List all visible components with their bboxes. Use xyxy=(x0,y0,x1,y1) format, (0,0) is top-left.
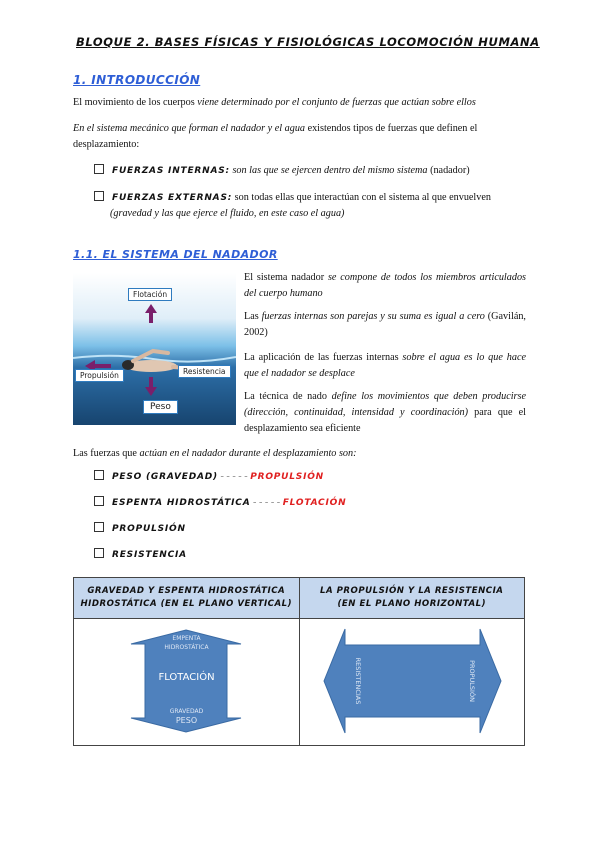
list-item-peso xyxy=(94,469,324,485)
label-flotacion: Flotación xyxy=(128,288,172,301)
section-heading-introduccion: 1. INTRODUCCIÓN xyxy=(73,73,201,87)
horizontal-double-arrow-diagram xyxy=(300,619,525,743)
label-hidrostatica: HIDROSTÁTICA xyxy=(164,644,209,651)
paragraph-sistema-mecanico xyxy=(73,121,533,153)
paragraph-sistema-nadador xyxy=(244,270,526,302)
text-italic: viene determinado por el conjunto de fuerzas que actúan sobre ellos xyxy=(197,97,476,108)
forces-table xyxy=(73,577,525,746)
text-italic: define los movimientos que deben producirse (dirección, continuidad, intensidad y coordinación) xyxy=(244,391,526,418)
text-italic: En el sistema mecánico que forman el nadador y el agua xyxy=(73,123,306,134)
section-heading-sistema-nadador: 1.1. EL SISTEMA DEL NADADOR xyxy=(73,248,278,261)
header-line: (EN EL PLANO HORIZONTAL) xyxy=(337,599,487,609)
list-item-espenta xyxy=(94,495,346,511)
text: (nadador) xyxy=(427,165,470,176)
dashes: - - - - - xyxy=(217,471,251,482)
checkbox[interactable] xyxy=(94,191,104,201)
text: Las xyxy=(244,311,262,322)
list-item-fuerzas-externas-cont xyxy=(110,206,530,222)
text: (Gavilán, 2002) xyxy=(244,311,526,338)
paragraph-fuerzas-nadador xyxy=(73,446,533,462)
text: Las fuerzas que xyxy=(73,448,140,459)
label-peso-diagram: PESO xyxy=(175,716,198,725)
label-peso: Peso xyxy=(143,400,178,414)
label-resistencias-vertical: RESISTENCIAS xyxy=(353,657,362,705)
label-propulsion-red: PROPULSIÓN xyxy=(250,472,325,482)
checkbox[interactable] xyxy=(94,522,104,532)
horizontal-diagram-cell xyxy=(299,619,525,746)
header-line: LA PROPULSIÓN Y LA RESISTENCIA xyxy=(320,586,504,596)
text-italic: son las que se ejercen dentro del mismo sistema xyxy=(229,165,428,176)
checkbox[interactable] xyxy=(94,164,104,174)
text-italic: se compone de todos los miembros articulados del cuerpo humano xyxy=(244,272,527,299)
checkbox[interactable] xyxy=(94,548,104,558)
paragraph-aplicacion xyxy=(244,350,526,382)
list-item-propulsion xyxy=(94,521,186,537)
header-line: HIDROSTÁTICA (EN EL PLANO VERTICAL) xyxy=(80,599,293,609)
header-line: GRAVEDAD Y ESPENTA HIDROSTÁTICA xyxy=(87,586,286,596)
text: existendos tipos de fuerzas que definen el xyxy=(305,123,478,134)
text: El movimiento de los cuerpos xyxy=(73,97,198,108)
label-flotacion-diagram: FLOTACIÓN xyxy=(158,672,215,683)
list-item-fuerzas-internas xyxy=(94,163,534,179)
list-item-resistencia xyxy=(94,547,187,563)
label-espenta-hidrostatica: ESPENTA HIDROSTÁTICA xyxy=(112,498,251,508)
label-propulsion: Propulsión xyxy=(75,369,124,382)
label-fuerzas-internas: FUERZAS INTERNAS: xyxy=(112,166,230,176)
diagram-top-label xyxy=(74,634,299,652)
table-header-horizontal xyxy=(299,578,525,619)
diagram-bottom-label xyxy=(74,707,299,726)
label-fuerzas-externas: FUERZAS EXTERNAS: xyxy=(112,193,233,203)
label-empenta: EMPENTA xyxy=(172,635,201,642)
text: La aplicación de las fuerzas internas xyxy=(244,352,403,363)
vertical-diagram-cell xyxy=(74,619,300,746)
dashes: - - - - - xyxy=(250,497,283,508)
text-italic: fuerzas internas son parejas y su suma es igual a cero xyxy=(261,311,485,322)
document-title: BLOQUE 2. BASES FÍSICAS Y FISIOLÓGICAS LOCOMOCIÓN HUMANA xyxy=(76,35,540,49)
text: El sistema nadador xyxy=(244,272,328,283)
label-resistencia: RESISTENCIA xyxy=(112,550,187,560)
paragraph-fuerzas-internas xyxy=(244,309,526,341)
label-propulsion: PROPULSIÓN xyxy=(112,524,186,534)
swimmer-forces-image xyxy=(73,273,236,425)
label-flotacion-red: FLOTACIÓN xyxy=(282,498,347,508)
label-propulsion-vertical: PROPULSIÓN xyxy=(467,660,476,702)
paragraph-movimiento xyxy=(73,95,533,111)
text-italic: sobre el agua es lo que hace que el nadador se desplace xyxy=(244,352,526,379)
label-peso-gravedad: PESO (GRAVEDAD) xyxy=(112,472,218,482)
text-italic: actúan en el nadador durante el desplazamiento son: xyxy=(139,448,357,459)
checkbox[interactable] xyxy=(94,496,104,506)
label-gravedad: GRAVEDAD xyxy=(169,708,204,715)
table-header-vertical xyxy=(74,578,300,619)
text: desplazamiento: xyxy=(73,139,140,150)
list-item-fuerzas-externas xyxy=(94,190,526,206)
paragraph-tecnica xyxy=(244,389,526,437)
text: son todas ellas que interactúan con el sistema al que envuelven xyxy=(232,192,491,203)
text: para que el desplazamiento sea eficiente xyxy=(244,407,526,434)
text: La técnica de nado xyxy=(244,391,332,402)
text-italic: (gravedad y las que ejerce el fluido, en este caso el agua) xyxy=(110,208,345,219)
label-resistencia: Resistencia xyxy=(178,365,231,378)
checkbox[interactable] xyxy=(94,470,104,480)
